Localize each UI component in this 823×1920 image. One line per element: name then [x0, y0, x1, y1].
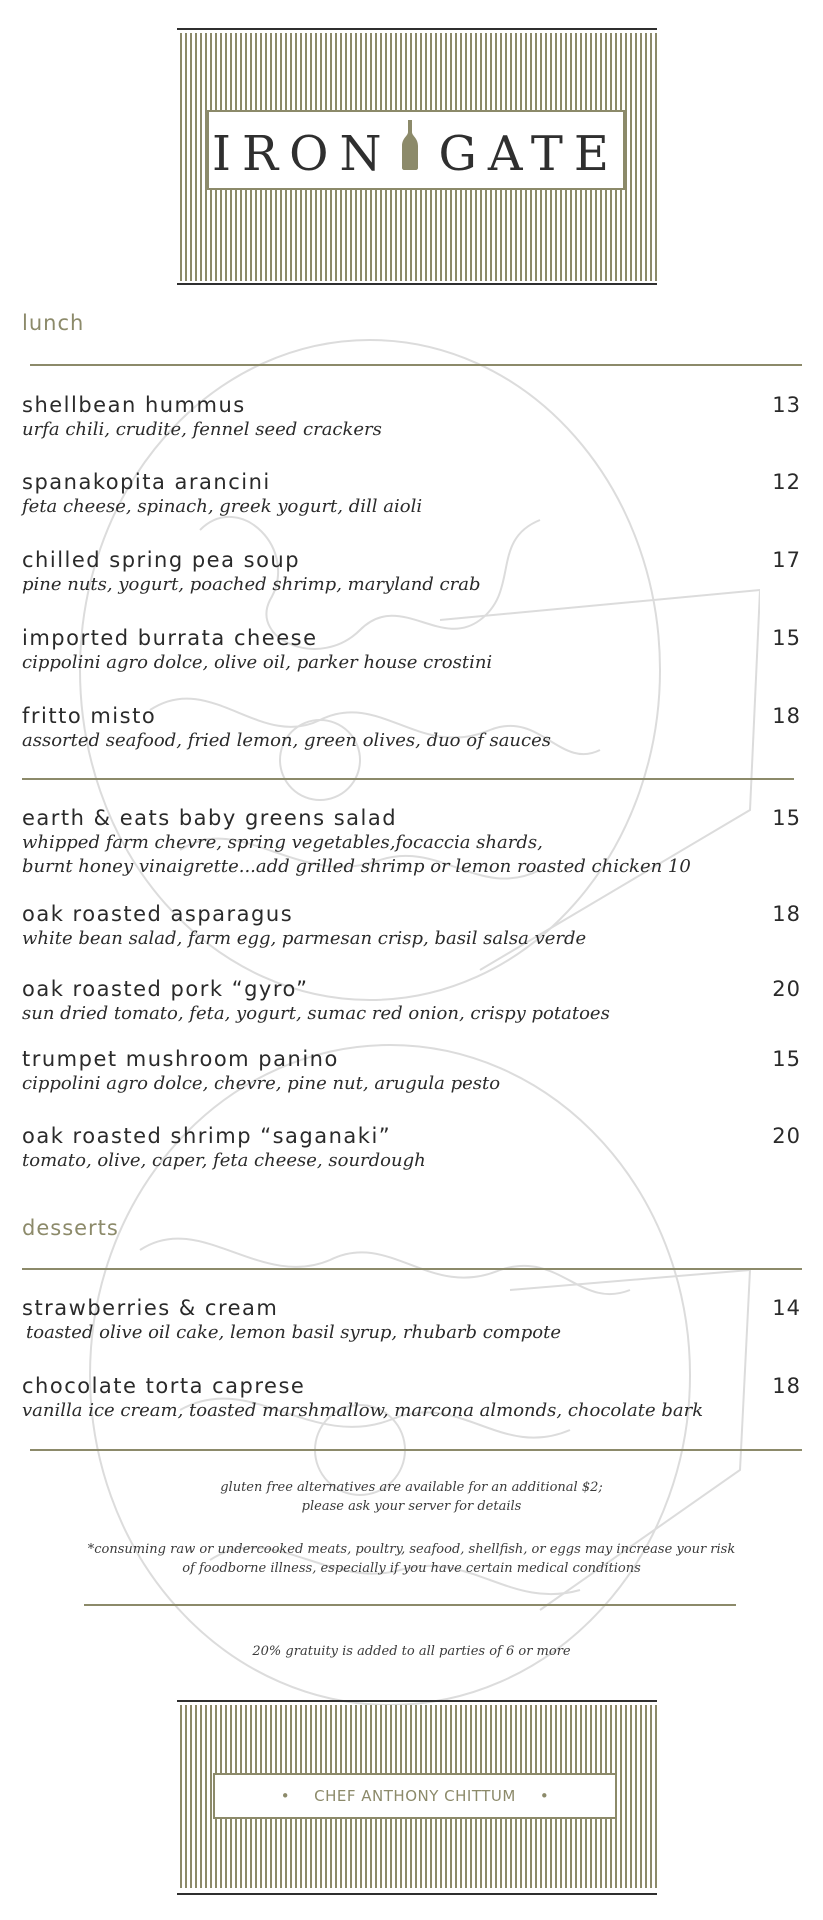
item-price: 18 — [772, 902, 801, 926]
item-description-continued: burnt honey vinaigrette...add grilled shrimp or lemon roasted chicken 10 — [22, 856, 691, 877]
menu-item-oak-roasted-asparagus — [22, 902, 801, 951]
lunch-top-rule — [30, 364, 802, 366]
menu-item-imported-burrata-cheese — [22, 626, 801, 675]
item-description: toasted olive oil cake, lemon basil syrup, rhubarb compote — [26, 1322, 561, 1343]
item-price: 15 — [772, 806, 801, 830]
menu-item-baby-greens-salad — [22, 806, 801, 879]
desserts-bottom-rule — [30, 1449, 802, 1451]
item-description: urfa chili, crudite, fennel seed crackers — [22, 419, 382, 440]
item-description: pine nuts, yogurt, poached shrimp, maryland crab — [22, 574, 481, 595]
chef-name: CHEF ANTHONY CHITTUM — [314, 1787, 516, 1805]
chef-name-box — [213, 1773, 617, 1819]
item-price: 17 — [772, 548, 801, 572]
item-price: 15 — [772, 1047, 801, 1071]
wine-bottle-icon — [401, 116, 419, 192]
footer-bottom-rule — [177, 1893, 657, 1895]
item-name: oak roasted asparagus — [22, 902, 294, 926]
item-name: oak roasted pork “gyro” — [22, 977, 309, 1001]
section-title-desserts: desserts — [22, 1216, 119, 1240]
gratuity-note: 20% gratuity is added to all parties of 6 or more — [252, 1644, 571, 1659]
item-description: tomato, olive, caper, feta cheese, sourdough — [22, 1150, 426, 1171]
item-name: imported burrata cheese — [22, 626, 318, 650]
item-price: 18 — [772, 1374, 801, 1398]
section-title-lunch: lunch — [22, 311, 85, 335]
header-top-rule — [177, 28, 657, 30]
item-description: whipped farm chevre, spring vegetables,focaccia shards, — [22, 832, 543, 853]
restaurant-logo — [209, 112, 623, 188]
item-description: cippolini agro dolce, chevre, pine nut, arugula pesto — [22, 1073, 501, 1094]
item-price: 15 — [772, 626, 801, 650]
menu-item-fritto-misto — [22, 704, 801, 753]
item-name: spanakopita arancini — [22, 470, 271, 494]
logo-word-iron: IRON — [212, 125, 393, 182]
menu-item-trumpet-mushroom-panino — [22, 1047, 801, 1096]
item-price: 20 — [772, 1124, 801, 1148]
menu-item-shellbean-hummus — [22, 393, 801, 442]
raw-food-warning-line-1: *consuming raw or undercooked meats, poultry, seafood, shellfish, or eggs may increase your risk — [87, 1542, 736, 1557]
footer-top-rule — [177, 1700, 657, 1702]
gluten-free-note-line-2: please ask your server for details — [301, 1499, 522, 1514]
menu-item-spanakopita-arancini — [22, 470, 801, 519]
item-description: assorted seafood, fried lemon, green olives, duo of sauces — [22, 730, 551, 751]
logo-word-gate: GATE — [438, 125, 620, 182]
logo-box — [207, 110, 625, 190]
item-price: 20 — [772, 977, 801, 1001]
notes-rule — [84, 1604, 736, 1606]
desserts-top-rule — [22, 1268, 802, 1270]
item-name: fritto misto — [22, 704, 157, 728]
item-name: shellbean hummus — [22, 393, 246, 417]
item-name: earth & eats baby greens salad — [22, 806, 398, 830]
item-description: sun dried tomato, feta, yogurt, sumac red onion, crispy potatoes — [22, 1003, 610, 1024]
chef-dot-left: • — [280, 1787, 291, 1805]
item-description: vanilla ice cream, toasted marshmallow, marcona almonds, chocolate bark — [22, 1400, 704, 1421]
item-price: 14 — [772, 1296, 801, 1320]
header-bottom-rule — [177, 283, 657, 285]
item-price: 13 — [772, 393, 801, 417]
item-description: cippolini agro dolce, olive oil, parker house crostini — [22, 652, 493, 673]
chef-dot-right: • — [539, 1787, 550, 1805]
item-description: feta cheese, spinach, greek yogurt, dill aioli — [22, 496, 423, 517]
item-price: 12 — [772, 470, 801, 494]
item-name: oak roasted shrimp “saganaki” — [22, 1124, 392, 1148]
menu-item-chocolate-torta-caprese — [22, 1374, 801, 1423]
menu-item-oak-roasted-pork-gyro — [22, 977, 801, 1026]
gluten-free-note — [0, 1478, 823, 1516]
item-description: white bean salad, farm egg, parmesan crisp, basil salsa verde — [22, 928, 587, 949]
item-name: chocolate torta caprese — [22, 1374, 306, 1398]
raw-food-warning — [0, 1540, 823, 1578]
item-name: chilled spring pea soup — [22, 548, 301, 572]
menu-item-chilled-spring-pea-soup — [22, 548, 801, 597]
raw-food-warning-line-2: of foodborne illness, especially if you have certain medical conditions — [182, 1561, 641, 1576]
item-name: trumpet mushroom panino — [22, 1047, 339, 1071]
menu-item-strawberries-cream — [22, 1296, 801, 1345]
gluten-free-note-line-1: gluten free alternatives are available for an additional $2; — [220, 1480, 603, 1495]
lunch-divider-rule — [22, 778, 794, 780]
menu-item-oak-roasted-shrimp-saganaki — [22, 1124, 801, 1173]
item-price: 18 — [772, 704, 801, 728]
item-name: strawberries & cream — [22, 1296, 279, 1320]
